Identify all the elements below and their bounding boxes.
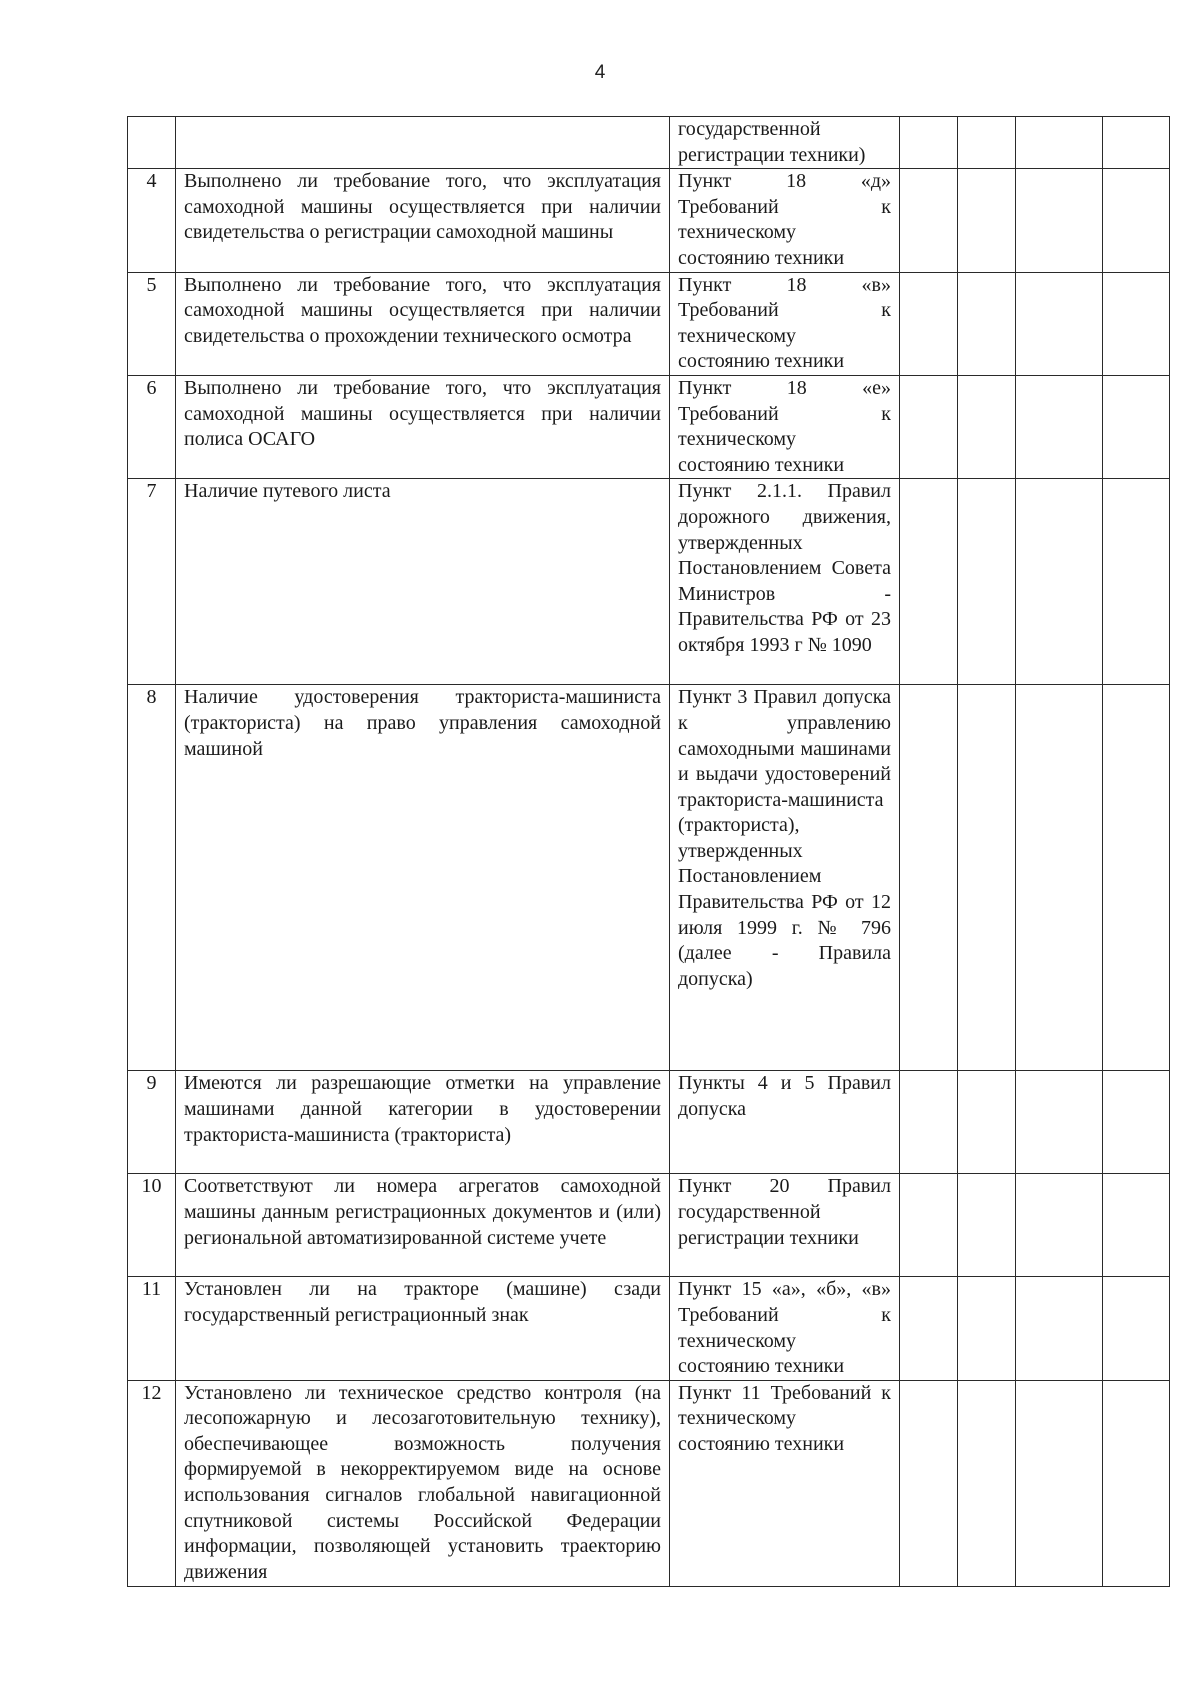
not-applicable-cell[interactable]: [1016, 375, 1103, 478]
requirement-text: Наличие путевого листа: [176, 479, 670, 685]
not-applicable-cell[interactable]: [1016, 272, 1103, 375]
not-applicable-cell[interactable]: [1016, 1277, 1103, 1380]
row-number: 7: [128, 479, 176, 685]
requirement-text: Выполнено ли требование того, что эксплуатация самоходной машины осуществляется при наличии свидетельства о регистрации самоходной машины: [176, 169, 670, 272]
not-applicable-cell[interactable]: [1016, 685, 1103, 1071]
row-number: 11: [128, 1277, 176, 1380]
answer-yes-cell[interactable]: [900, 272, 958, 375]
not-applicable-cell[interactable]: [1016, 117, 1103, 169]
legal-reference: Пункт 15 «а», «б», «в» Требований к техническому состоянию техники: [670, 1277, 900, 1380]
row-number: 8: [128, 685, 176, 1071]
answer-yes-cell[interactable]: [900, 375, 958, 478]
table-row: [128, 117, 1170, 169]
answer-yes-cell[interactable]: [900, 685, 958, 1071]
row-number: [128, 117, 176, 169]
answer-yes-cell[interactable]: [900, 169, 958, 272]
note-cell[interactable]: [1103, 375, 1170, 478]
note-cell[interactable]: [1103, 117, 1170, 169]
requirement-text: Наличие удостоверения тракториста-машиниста (тракториста) на право управления самоходной машиной: [176, 685, 670, 1071]
note-cell[interactable]: [1103, 1277, 1170, 1380]
table-row: [128, 169, 1170, 272]
table-row: [128, 1174, 1170, 1277]
not-applicable-cell[interactable]: [1016, 1380, 1103, 1586]
answer-no-cell[interactable]: [958, 1277, 1016, 1380]
answer-no-cell[interactable]: [958, 479, 1016, 685]
legal-reference: Пункты 4 и 5 Правил допуска: [670, 1071, 900, 1174]
row-number: 4: [128, 169, 176, 272]
legal-reference: Пункт 18 «е» Требований к техническому состоянию техники: [670, 375, 900, 478]
answer-no-cell[interactable]: [958, 169, 1016, 272]
answer-no-cell[interactable]: [958, 272, 1016, 375]
legal-reference: Пункт 11 Требований к техническому состоянию техники: [670, 1380, 900, 1586]
answer-no-cell[interactable]: [958, 1380, 1016, 1586]
answer-no-cell[interactable]: [958, 685, 1016, 1071]
answer-yes-cell[interactable]: [900, 117, 958, 169]
answer-no-cell[interactable]: [958, 1071, 1016, 1174]
requirement-text: Выполнено ли требование того, что эксплуатация самоходной машины осуществляется при наличии полиса ОСАГО: [176, 375, 670, 478]
note-cell[interactable]: [1103, 1174, 1170, 1277]
note-cell[interactable]: [1103, 169, 1170, 272]
note-cell[interactable]: [1103, 685, 1170, 1071]
table-row: [128, 272, 1170, 375]
table-row: [128, 375, 1170, 478]
table-row: [128, 1277, 1170, 1380]
requirement-text: Соответствуют ли номера агрегатов самоходной машины данным регистрационных документов и (или) региональной автоматизированной системе учете: [176, 1174, 670, 1277]
requirement-text: Выполнено ли требование того, что эксплуатация самоходной машины осуществляется при наличии свидетельства о прохождении технического осмотра: [176, 272, 670, 375]
table-row: [128, 1380, 1170, 1586]
legal-reference: Пункт 3 Правил допуска к управлению самоходными машинами и выдачи удостоверений тракториста-машиниста (тракториста), утвержденных Постановлением Правительства РФ от 12 июля 1999 г. № 796 (далее - Правила допуска): [670, 685, 900, 1071]
row-number: 10: [128, 1174, 176, 1277]
not-applicable-cell[interactable]: [1016, 1071, 1103, 1174]
row-number: 12: [128, 1380, 176, 1586]
page-number: 4: [594, 62, 606, 83]
not-applicable-cell[interactable]: [1016, 169, 1103, 272]
legal-reference: Пункт 18 «в» Требований к техническому состоянию техники: [670, 272, 900, 375]
legal-reference: государственной регистрации техники): [670, 117, 900, 169]
answer-yes-cell[interactable]: [900, 479, 958, 685]
table-row: [128, 479, 1170, 685]
row-number: 9: [128, 1071, 176, 1174]
note-cell[interactable]: [1103, 1071, 1170, 1174]
legal-reference: Пункт 2.1.1. Правил дорожного движения, утвержденных Постановлением Совета Министров - Правительства РФ от 23 октября 1993 г № 1090: [670, 479, 900, 685]
table-row: [128, 1071, 1170, 1174]
answer-yes-cell[interactable]: [900, 1277, 958, 1380]
note-cell[interactable]: [1103, 1380, 1170, 1586]
requirement-text: [176, 117, 670, 169]
legal-reference: Пункт 18 «д» Требований к техническому состоянию техники: [670, 169, 900, 272]
note-cell[interactable]: [1103, 272, 1170, 375]
requirement-text: Имеются ли разрешающие отметки на управление машинами данной категории в удостоверении тракториста-машиниста (тракториста): [176, 1071, 670, 1174]
answer-no-cell[interactable]: [958, 375, 1016, 478]
checklist-table: [127, 116, 1170, 1587]
requirement-text: Установлен ли на тракторе (машине) сзади государственный регистрационный знак: [176, 1277, 670, 1380]
table-row: [128, 685, 1170, 1071]
answer-yes-cell[interactable]: [900, 1071, 958, 1174]
answer-yes-cell[interactable]: [900, 1174, 958, 1277]
not-applicable-cell[interactable]: [1016, 1174, 1103, 1277]
answer-yes-cell[interactable]: [900, 1380, 958, 1586]
not-applicable-cell[interactable]: [1016, 479, 1103, 685]
row-number: 6: [128, 375, 176, 478]
requirement-text: Установлено ли техническое средство контроля (на лесопожарную и лесозаготовительную технику), обеспечивающее возможность получения формируемой в некорректируемом виде на основе использования сигналов глобальной навигационной спутниковой системы Российской Федерации информации, позволяющей установить траекторию движения: [176, 1380, 670, 1586]
answer-no-cell[interactable]: [958, 117, 1016, 169]
legal-reference: Пункт 20 Правил государственной регистрации техники: [670, 1174, 900, 1277]
note-cell[interactable]: [1103, 479, 1170, 685]
row-number: 5: [128, 272, 176, 375]
answer-no-cell[interactable]: [958, 1174, 1016, 1277]
